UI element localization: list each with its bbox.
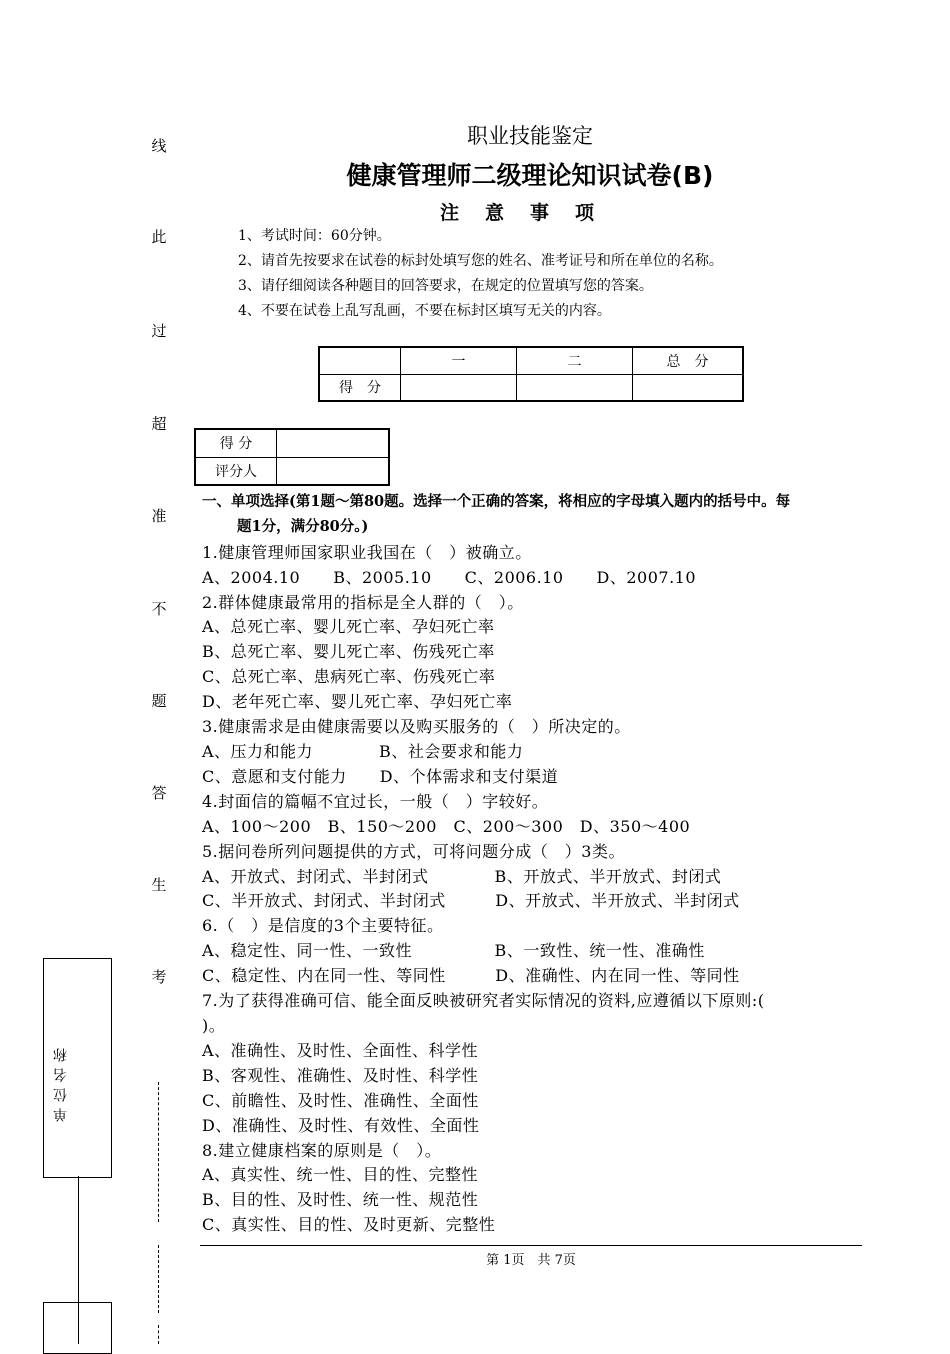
notice-item: 3、请仔细阅读各种题目的回答要求，在规定的位置填写您的答案。 [238,278,653,294]
score-table [318,346,744,402]
question-line: A、真实性、统一性、目的性、完整性 [202,1165,479,1184]
margin-char: 线 [151,137,167,155]
score-cell[interactable] [517,374,633,401]
margin-char: 准 [151,507,167,525]
seal-dashed-line [158,1082,159,1222]
score-cell[interactable] [633,374,744,401]
question-line: A、总死亡率、婴儿死亡率、孕妇死亡率 [202,617,495,636]
question-line: C、前瞻性、及时性、准确性、全面性 [202,1091,479,1110]
score-table-header [319,347,401,374]
exam-title: 健康管理师二级理论知识试卷(B) [346,161,714,190]
score-table-header: 总 分 [633,347,744,374]
page-number: 第 1页 共 7页 [486,1253,576,1268]
margin-char: 题 [151,692,167,710]
margin-char: 超 [151,415,167,433]
seal-dashed-line [158,1245,159,1313]
grader-score-cell[interactable] [277,429,390,457]
grader-table [194,428,390,486]
question-line: 1.健康管理师国家职业我国在（ ）被确立。 [202,543,532,562]
footer-divider [200,1245,862,1246]
question-line: 8.建立健康档案的原则是（ ）。 [202,1141,442,1160]
question-line: )。 [202,1016,226,1035]
notice-title: 注意事项 [439,202,620,224]
question-line: 2.群体健康最常用的指标是全人群的（ ）。 [202,593,524,612]
question-line: C、半开放式、封闭式、半封闭式 D、开放式、半开放式、半封闭式 [202,891,740,910]
exam-subtitle: 职业技能鉴定 [467,124,593,148]
question-line: 6.（ ）是信度的3个主要特征。 [202,916,444,935]
question-line: 7.为了获得准确可信、能全面反映被研究者实际情况的资料,应遵循以下原则:( [202,991,765,1010]
unit-name-label: 单位名称 [53,1042,69,1122]
question-line: B、客观性、准确性、及时性、科学性 [202,1066,479,1085]
section-heading-cont: 题1分，满分80分。) [237,518,369,535]
notice-item: 4、不要在试卷上乱写乱画，不要在标封区填写无关的内容。 [238,303,611,319]
margin-char: 考 [151,968,167,986]
margin-char: 答 [151,784,167,802]
score-cell[interactable] [401,374,517,401]
seal-dashed-line [158,1325,159,1344]
grader-label: 评分人 [195,457,277,485]
question-line: 4.封面信的篇幅不宜过长，一般（ ）字较好。 [202,792,549,811]
question-line: A、稳定性、同一性、一致性 B、一致性、统一性、准确性 [202,941,705,960]
question-line: A、100～200 B、150～200 C、200～300 D、350～400 [202,817,691,836]
question-line: D、准确性、及时性、有效性、全面性 [202,1116,480,1135]
section-heading: 一、单项选择(第1题～第80题。选择一个正确的答案，将相应的字母填入题内的括号中。每 [202,493,791,510]
question-line: B、目的性、及时性、统一性、规范性 [202,1190,479,1209]
margin-char: 不 [151,600,167,618]
grader-score-label: 得 分 [195,429,277,457]
question-line: C、稳定性、内在同一性、等同性 D、准确性、内在同一性、等同性 [202,966,740,985]
question-line: D、老年死亡率、婴儿死亡率、孕妇死亡率 [202,692,513,711]
notice-item: 1、考试时间：60分钟。 [238,228,391,244]
notice-item: 2、请首先按要求在试卷的标封处填写您的姓名、准考证号和所在单位的名称。 [238,253,723,269]
question-line: 5.据问卷所列问题提供的方式，可将问题分成（ ）3类。 [202,842,625,861]
question-line: C、意愿和支付能力 D、个体需求和支付渠道 [202,767,559,786]
question-line: 3.健康需求是由健康需要以及购买服务的（ ）所决定的。 [202,717,631,736]
question-line: A、开放式、封闭式、半封闭式 B、开放式、半开放式、封闭式 [202,867,722,886]
question-line: C、真实性、目的性、及时更新、完整性 [202,1215,496,1234]
score-table-header: 二 [517,347,633,374]
seal-box-lower [43,1302,112,1354]
score-table-header: 一 [401,347,517,374]
margin-char: 过 [151,322,167,340]
question-line: C、总死亡率、患病死亡率、伤残死亡率 [202,667,496,686]
question-line: A、2004.10 B、2005.10 C、2006.10 D、2007.10 [202,568,697,587]
margin-char: 生 [151,876,167,894]
question-line: A、准确性、及时性、全面性、科学性 [202,1041,479,1060]
question-line: B、总死亡率、婴儿死亡率、伤残死亡率 [202,642,495,661]
question-line: A、压力和能力 B、社会要求和能力 [202,742,524,761]
margin-char: 此 [151,228,167,246]
grader-name-cell[interactable] [277,457,390,485]
score-row-label: 得 分 [319,374,401,401]
